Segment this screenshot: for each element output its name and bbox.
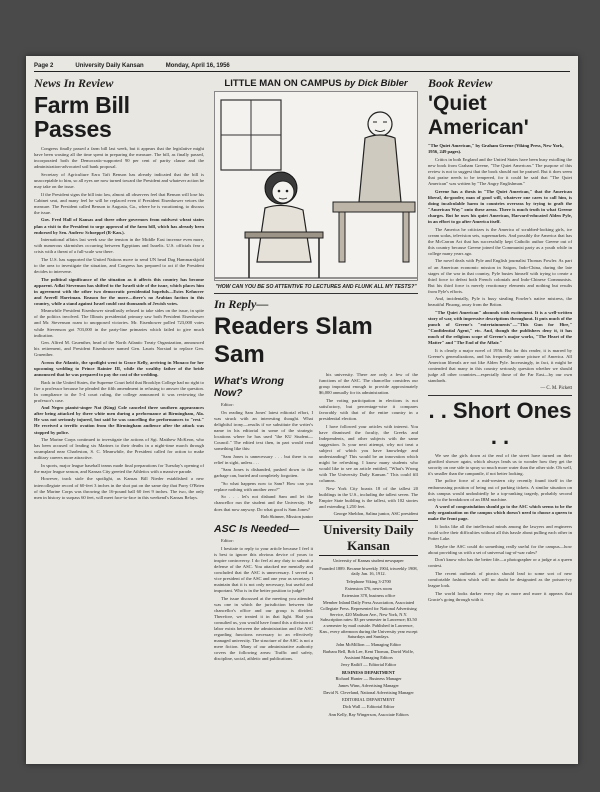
masthead-title: University Daily Kansan: [319, 520, 418, 556]
masthead-line: Founded 1889. Became biweekly 1904, triweekly 1908, daily Jan. 16, 1912.: [319, 565, 418, 577]
professor-head: [368, 112, 392, 136]
article-paragraph: International affairs last week saw the tension in the Middle East increase even more, with numerous skirmishes occurring between Egyptians and Israelis. U.S. officials fear a crisis with a threat of a full-scale war there.: [34, 237, 204, 255]
masthead-details: [319, 558, 418, 667]
letter-one-signoff: Bob Skinner, Mission junior: [260, 514, 313, 520]
article-paragraph: In sports, major league baseball teams made final preparations for Tuesday's opening of the major league season, and Kansas City greeted the Athletics with a massive parade.: [34, 462, 204, 474]
cartoon-byline: by Dick Bibler: [344, 78, 408, 89]
letter-paragraph: his university. There are only a few of the functions of the ASC. The chancellor considers our group important enough to provide approximately $6,000 annually for its administration.: [319, 372, 418, 396]
professor-body: [359, 135, 401, 202]
book-review-kicker: Book Review: [428, 76, 493, 90]
letter-paragraph: So . . . let's not disband Sam and let the chancellor run the student and the University. He does that now anyway. Do what good is Sam Jones?: [214, 494, 313, 512]
book-citation: "The Quiet American," by Graham Greene (Viking Press, New York, 1956, 249 pages).: [428, 143, 564, 154]
desk-top: [333, 202, 415, 212]
review-paragraph: And, incidentally, Pyle is busy stealing Fowler's native mistress, the beautiful Phuong, away from the Briton.: [428, 296, 572, 308]
review-paragraph: The America he criticizes is the America of scrubbed-looking girls, ice cream sodas, television sets, supermarkets. And possibly the America that has the McCarran Act that has successfully kept Catholic author Greene out of this country because Greene joined the Communist party as a youth while in college many years ago.: [428, 226, 572, 256]
letter-paragraph: Editor:: [221, 402, 234, 407]
letter-paragraph: I hesitate to reply to your article because I feel it is best to ignore this obvious device of yours to inspire controversy. I do feel at any duty to submit a defense of the ASC. You attacked me mentally and concluded that the ASC is unnecessary. I served as vice president of the ASC and one year as secretary. I maintain that it is not only necessary, but useful and important. Who is in the better position to judge?: [214, 545, 313, 594]
letter-paragraph: "So what happens now to Sam? How can you replace nothing with another zero?": [214, 480, 313, 492]
short-item: The police force of a mid-western city recently found itself in the embarrassing position of being out of parking tickets. A similar situation on this campus would undoubtedly be a top-ranking tragedy, probably second only to the breakdown of an IBM machine.: [428, 478, 572, 502]
staff-line: Dick Wall — Editorial Editor: [342, 704, 395, 710]
page-number: Page 2: [34, 63, 54, 69]
masthead-line: Barbara Bell, Bob Lee, Kent Thomas, David Wolfe, Assistant Managing Editors: [322, 648, 415, 660]
article-paragraph: However, track stole the spotlight, as Kansas Bill Nieder established a new intercollegiate record of 60-feet 3 inches in the shot put on the same day that Parry O'Brien of the Marine Corps was throwing the 16-pound ball 60 feet 9 inches. The two, the only men in history to surpass 60 feet, will meet face-to-face in this weekend's Kansas Relays.: [34, 476, 204, 500]
letters-column-a: [214, 372, 313, 719]
page-folio: [34, 60, 570, 72]
book-review-column: [428, 76, 572, 760]
cartoon-title: LITTLE MAN ON CAMPUS: [224, 78, 342, 89]
staff-line: EDITORIAL DEPARTMENT: [341, 697, 396, 703]
cartoon-caption: "HOW CAN YOU BE SO ATTENTIVE TO LECTURES AND FLUNK ALL MY TESTS?": [215, 284, 417, 290]
staff-list: [319, 676, 418, 718]
masthead-line: Extension 378, business office: [341, 592, 396, 598]
article-paragraph: If the President signs the bill into law, almost all observers feel that Benson will lose his Cabinet seat, and many feel he will be replaced even if President Eisenhower vetoes the measure. The President called Benson to Augusta, Ga., where he is vacationing, to discuss the issue.: [34, 191, 204, 215]
letter-paragraph: Editor:: [221, 538, 234, 544]
article-paragraph: And Negro pianist-singer Nat (King) Cole canceled three southern appearances after being attacked by three white men during a performance at Birmingham, Ala. He was not seriously injured, but said he was cancelling the performances to "rest." He received a terrific ovation from the Birmingham audience after the attack was stopped by police.: [34, 405, 204, 435]
staff-line: David N. Cleveland, National Advertising Manager: [323, 690, 414, 695]
article-paragraph: Congress finally passed a farm bill last week, but it appears that the legislative might have been wasting all the time spent in preparing the measure. The bill, as finally passed, incorporated both the Democratic-supported 90 per cent of parity clause and the administration-advocated soil bank proposal.: [34, 146, 204, 170]
chair-seat: [245, 232, 323, 238]
article-paragraph: The Marine Corps continued to investigate the actions of Sgt. Matthew McKeon, who has been accused of leading six Marines to their deaths in a night-time march through swampland near Charleston, S. C. Meanwhile, the President called for action to make military careers more attractive.: [34, 437, 204, 461]
desk-leg: [339, 212, 345, 262]
student-face: [272, 181, 294, 203]
masthead-line: Telephone Viking 3-2700: [346, 578, 391, 584]
letter-paragraph: "Sam Jones is unnecessary . . . but there is no relief in sight, unless . . .: [214, 453, 313, 465]
article-paragraph: Meanwhile President Eisenhower steadfastly refused to take sides on the issue, in spite of the politics involved. The Illinois presidential primary saw both President Eisenhower and Mr. Stevenson roam to unopposed victories. Mr. Eisenhower polled 723,000 votes while Stevenson got 703,000 in the party-line primaries which failed to give much indication.: [34, 308, 204, 338]
section-divider: [214, 293, 418, 294]
letter-two-signoff: George Sheldon, Salina junior, ASC president: [333, 511, 418, 517]
cartoon-heading: [214, 78, 418, 89]
short-item: A word of congratulation should go to the ASC which seems to be the only organization on the campus which doesn't need to choose a queen to make the front page.: [428, 504, 572, 522]
headline-readers-slam-sam: Readers Slam Sam: [214, 313, 373, 368]
article-paragraph: The U.S. has supported the United Nations move to send UN head Dag Hammarskjold to the area to investigate the situation, and Congress has prepared to act if the President decides to intervene.: [34, 256, 204, 274]
reply-kicker: In Reply—: [214, 297, 269, 311]
editorial-column: [214, 76, 418, 760]
letters-column-b: [319, 372, 418, 719]
newspaper-page: [26, 56, 578, 764]
letter-paragraph: On reading Sam Jones' latest editorial effort, I was struck with an interesting thought. What delightful irony—results if we substitute the writer's name in his editorial in some of the strategic locations where he has used "the KU Student—Council." The edited text then, in part would read something like this:: [214, 409, 313, 451]
letter-two-body: [214, 538, 313, 662]
issue-date: Monday, April 16, 1956: [165, 63, 230, 69]
letter-heading-asc-needed: ASC Is Needed—: [214, 523, 300, 536]
article-paragraph: Gen. Alfred M. Gruenther, head of the North Atlantic Treaty Organization, announced his retirement, and President Eisenhower named Gen. Lauris Norstad to replace Gen. Gruenther.: [34, 340, 204, 358]
short-item: We see the girls down at the end of the street have turned on their glorified shower again, which always leads us to wonder how they get the sorority on one side to spray so much more water than the other side. Oh well, it's smaller than the campanile, if not better looking.: [428, 452, 572, 476]
paper-name: University Daily Kansan: [75, 63, 144, 69]
desk-leg: [403, 212, 409, 262]
headline-short-ones: . . Short Ones . .: [428, 395, 572, 450]
letter-paragraph: The issue discussed at the meeting you attended was one in which the jurisdiction between the chancellor's office and our group is divided. Therefore, we treated it in that light. Had you consulted us, you would have found this a division of labor exists between the administration and the ASC regarding functions necessary to an effectively managed university. The structure of the ASC is not a mere fiction. Many of our administrative authority covers the following areas: Traffic and safety, discipline, social, athletic and publications.: [214, 595, 313, 662]
cartoon-illustration: [214, 91, 418, 281]
masthead-line: Member Inland Daily Press Association, Associated Collegiate Press. Represented for National Advertising Service, 420 Madison Ave., New York, N.Y. Subscription rates: $3 per semester in Lawrence; $3.50 a semester by mail outside. Published in Lawrence, Kan., every afternoon during the University year except Saturdays and Sundays.: [319, 600, 418, 640]
staff-line: Richard Hunter — Business Manager: [335, 675, 402, 681]
letter-heading-whats-wrong: What's Wrong Now?: [214, 375, 284, 399]
letters-columns: [214, 372, 418, 719]
staff-heading: BUSINESS DEPARTMENT: [341, 669, 396, 675]
short-item: Don't know who has the better life—a photographer or a judge at a queen contest.: [428, 557, 572, 569]
headline-farm-bill: Farm Bill Passes: [34, 92, 130, 143]
letter-paragraph: "Sam Jones is disbanded, pushed down to the garbage can, buried and completely forgotten.: [214, 467, 313, 479]
masthead-line: Jerry Ratliff — Editorial Editor: [340, 661, 397, 667]
book-review-body: [428, 157, 572, 384]
article-body: [34, 146, 204, 500]
staff-line: Ann Kelly, Ray Wingerson, Associate Editors: [328, 711, 409, 717]
letter-one-body: [214, 402, 313, 513]
review-paragraph: The novel deals with Pyle and English journalist Thomas Fowler. As part of an American economic mission in Saigon, Indo-China, during the late stages of the war in that country, Pyle busies himself with trying to create a third force to defeat both French colonials and Indo-Chinese Communists. But his third force is merely reactionary elements and nothing but results from Pyle's efforts.: [428, 258, 572, 294]
short-item: The recent outbreak of picnics should lead to some sort of new comfortable fashion which will no doubt be designated as the poison-ivy league look.: [428, 570, 572, 588]
news-in-review-column: [34, 76, 204, 760]
student-eye: [286, 190, 289, 193]
article-paragraph: Gov. Fred Hall of Kansas and three other governors from midwest wheat states plan a visit to the President to urge approval of the farm bill, which has already been endorsed by Sen. Andrew Schoeppel (R-Kan.).: [34, 217, 204, 235]
headline-quiet-american: 'Quiet American': [428, 92, 529, 139]
article-paragraph: Secretary of Agriculture Ezra Taft Benson has already indicated that the bill is unacceptable to him, so all eyes are now turned toward the President and whatever action he may take on the issue.: [34, 172, 204, 190]
short-item: It looks like all the intellectual minds among the lawyers and engineers could solve their difficulties without all this hassle about pulling each other in Potter Lake.: [428, 523, 572, 541]
review-paragraph: It is clearly a major novel of 1956. But for this reader, it is marred by Greene's generalizations, and his frequently untrue picture of America. All American liberals are not like Alden Pyle. Increasingly, in fact, it might be contended that many in this country seriously question whether we should judge all other countries—especially those of the Far East—by our own standards.: [428, 347, 572, 384]
student-eye: [278, 190, 281, 193]
short-item: Maybe the ASC could do something really useful for the campus—how about providing us with a set of universal tug-of-war rules?: [428, 543, 572, 555]
masthead-line: John McMillion — Managing Editor: [336, 641, 401, 647]
letter-paragraph: I have followed your articles with interest. You have dismissed the faculty, the Greeks and Independents, and other subjects with the same suggestion. Is your next attempt, why not treat a subject of which you have knowledge and understanding? This would be an innovation which might be refreshing. I know many students who would like to see an article entitled, "What's Wrong with The University Daily Kansan." This could fill columns.: [319, 423, 418, 484]
staff-line: James Winn, Advertising Manager: [338, 682, 399, 688]
reviewer-signature: — C. M. Pickett: [540, 385, 572, 391]
masthead-line: University of Kansas student newspaper: [333, 558, 404, 564]
review-paragraph: "The Quiet American" abounds with excitement. It is a well-written story of war, with impressive descriptions throughout. It puts much of the punch of Greene's "entertainments"—"This Gun for Hire," "Confidential Agent," etc. And, though the publishers deny it, it has much of the religious scope of Greene's major works, "The Heart of the Matter" and "The End of the Affair.": [428, 309, 572, 346]
short-item: The world looks darker every day as more and more it appears that Gracie's going through with it.: [428, 590, 572, 602]
article-paragraph: Across the Atlantic, the spotlight went to Grace Kelly, arriving in Monaco for her upcoming wedding to Prince Rainier III, while the wealthy father of the bride announced that he was prepared to pay the cost of the wedding.: [34, 359, 204, 377]
review-paragraph: Greene has a thesis in "The Quiet American," that the American liberal, do-gooder, man of good will, whatever one cares to call him, is doing incalculable harm in countries overseas by trying to graft the "American Way" onto these areas. There is much truth in what Greene charges. But he uses his quiet American, Harvard-educated Alden Pyle, in an effort to go after America itself.: [428, 188, 572, 225]
section-kicker: News In Review: [34, 76, 114, 90]
masthead-line: Extension 376, news room: [345, 585, 392, 591]
article-paragraph: Back in the United States, the Supreme Court held that Brooklyn College had no right to fire a professor because he pleaded the fifth amendment in refusing to answer the question. In compliance to the 5-4 court ruling, the college announced it was reviewing the professor's case.: [34, 379, 204, 403]
letter-paragraph: New York City boasts 18 of the tallest 20 buildings in the U.S., including the tallest seven. The Empire State building is the tallest, with 102 stories and extending 1,250 feet.: [319, 485, 418, 509]
review-paragraph: Critics in both England and the United States have been busy extolling the new book from Graham Greene, "The Quiet American." The purpose of this review is not to suggest that the book should not be praised. But it does seem that praise needs to be tempered, for it could be said that "The Quiet American" was written by "The Angry Englishman.": [428, 156, 572, 187]
letter-two-continued: [319, 372, 418, 510]
article-paragraph: The political significance of the situation as it affects this country has become apparent. Adlai Stevenson has shifted to the Israeli side of the issue, which places him in agreement with the other two democratic presidential hopefuls—Estes Kefauver and Averell Harriman. Reason for the move—there's no Arabian faction in this country, while a stand against Israel could cost thousands of Jewish votes.: [34, 276, 204, 306]
letter-paragraph: The voting participation in elections is not satisfactory, but percentage-wise it compares favorably with that of the entire country in a presidential election.: [319, 397, 418, 421]
short-ones-body: [428, 453, 572, 603]
cartoon-drawing: [215, 92, 418, 281]
